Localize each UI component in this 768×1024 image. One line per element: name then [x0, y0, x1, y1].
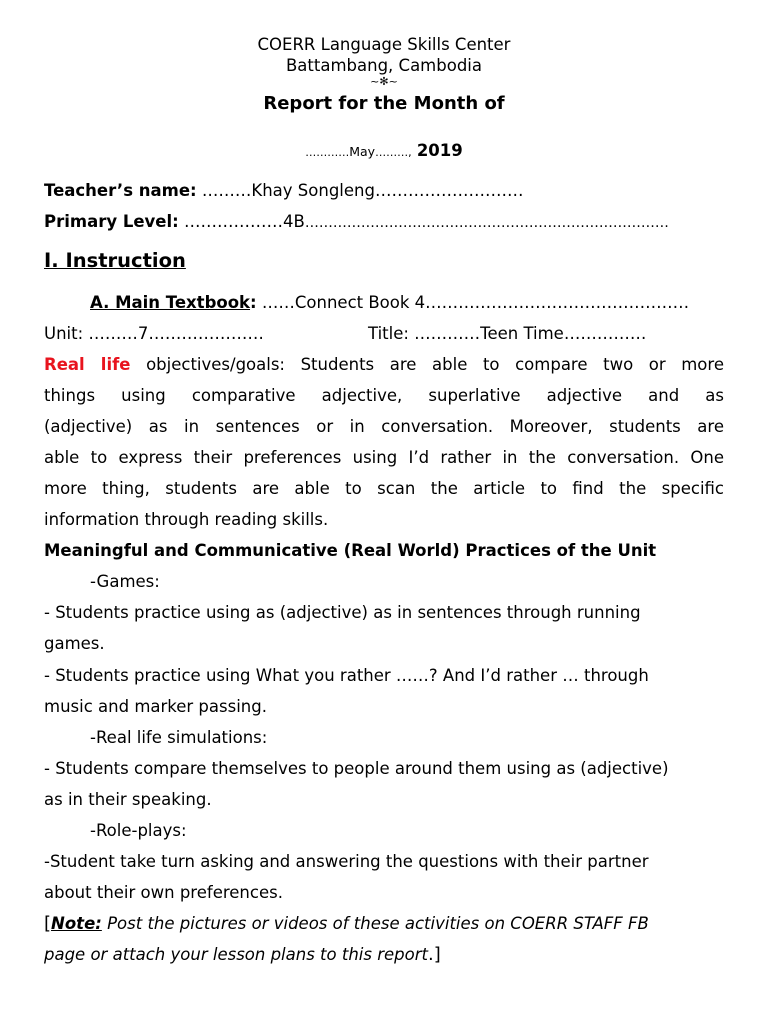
- real-life-highlight: Real life: [44, 355, 131, 374]
- primary-level-field: [44, 211, 669, 234]
- objectives-line-3: (adjective) as in sentences or in conversation. Moreover, students are: [44, 417, 724, 436]
- report-year: 2019: [416, 141, 463, 160]
- note-close: .]: [427, 944, 441, 965]
- note-text-b: page or attach your lesson plans to this report: [44, 945, 428, 964]
- roleplays-item-1b: about their own preferences.: [44, 883, 283, 902]
- note-open-bracket: [: [44, 913, 52, 934]
- ornament-icon: ~✻~: [370, 75, 398, 88]
- unit-prefix: ………: [83, 324, 138, 343]
- objectives-line-6: information through reading skills.: [44, 510, 329, 529]
- games-item-2a: - Students practice using What you rather ……? And I’d rather … through: [44, 666, 649, 685]
- roleplays-label: -Role-plays:: [90, 821, 187, 840]
- main-textbook-field: [90, 292, 689, 314]
- level-value: 4B: [283, 212, 305, 231]
- objectives-line-5: more thing, students are able to scan the article to find the specific: [44, 479, 724, 498]
- teacher-value: Khay Songleng: [251, 181, 375, 200]
- textbook-value: Connect Book 4: [294, 293, 426, 312]
- org-name: COERR Language Skills Center: [257, 35, 511, 54]
- title-suffix: ……………: [563, 324, 647, 343]
- teacher-label: Teacher’s name:: [44, 181, 197, 200]
- note-text-a: Post the pictures or videos of these activities on COERR STAFF FB: [101, 914, 649, 933]
- level-suffix: ……………………………………………………………………: [304, 215, 669, 231]
- month-value: May: [349, 144, 376, 159]
- teacher-name-field: [44, 180, 523, 202]
- textbook-colon: :: [250, 293, 257, 312]
- level-label: Primary Level:: [44, 212, 179, 231]
- games-item-1a: - Students practice using as (adjective) as in sentences through running: [44, 603, 641, 622]
- practices-heading: Meaningful and Communicative (Real World) Practices of the Unit: [44, 541, 657, 560]
- objectives-text-1: objectives/goals: Students are able to compare two or more: [130, 355, 724, 374]
- title-label: Title:: [368, 324, 409, 343]
- objectives-line-1: [44, 354, 724, 376]
- textbook-label: A. Main Textbook: [90, 293, 251, 312]
- month-suffix: ………,: [375, 146, 412, 159]
- simulations-label: -Real life simulations:: [90, 728, 268, 747]
- simulations-item-1a: - Students compare themselves to people around them using as (adjective): [44, 759, 669, 778]
- simulations-item-1b: as in their speaking.: [44, 790, 212, 809]
- title-prefix: …………: [408, 324, 481, 343]
- title-value: Teen Time: [480, 324, 564, 343]
- unit-value: 7: [137, 324, 149, 343]
- objectives-line-2: things using comparative adjective, superlative adjective and as: [44, 386, 724, 405]
- org-location: Battambang, Cambodia: [285, 56, 482, 75]
- teacher-suffix: ………………………: [374, 181, 524, 200]
- month-prefix: …………: [305, 146, 350, 159]
- note-label: Note:: [51, 914, 102, 933]
- report-month: [0, 140, 768, 164]
- unit-field: [44, 323, 264, 345]
- title-field: [368, 323, 646, 345]
- section-heading: I. Instruction: [44, 249, 186, 272]
- games-item-2b: music and marker passing.: [44, 697, 267, 716]
- games-item-1b: games.: [44, 634, 105, 653]
- roleplays-item-1a: -Student take turn asking and answering the questions with their partner: [44, 852, 649, 871]
- unit-label: Unit:: [44, 324, 84, 343]
- note-line-2: [44, 944, 441, 966]
- objectives-line-4: able to express their preferences using I’d rather in the conversation. One: [44, 448, 724, 467]
- textbook-suffix: …………………………………………: [425, 293, 690, 312]
- note-line-1: [44, 913, 649, 935]
- report-title: Report for the Month of: [263, 93, 505, 114]
- unit-suffix: …………………: [148, 324, 264, 343]
- teacher-prefix: ………: [196, 181, 252, 200]
- level-prefix: ………………: [178, 212, 284, 231]
- textbook-prefix: ……: [256, 293, 295, 312]
- games-label: -Games:: [90, 572, 160, 591]
